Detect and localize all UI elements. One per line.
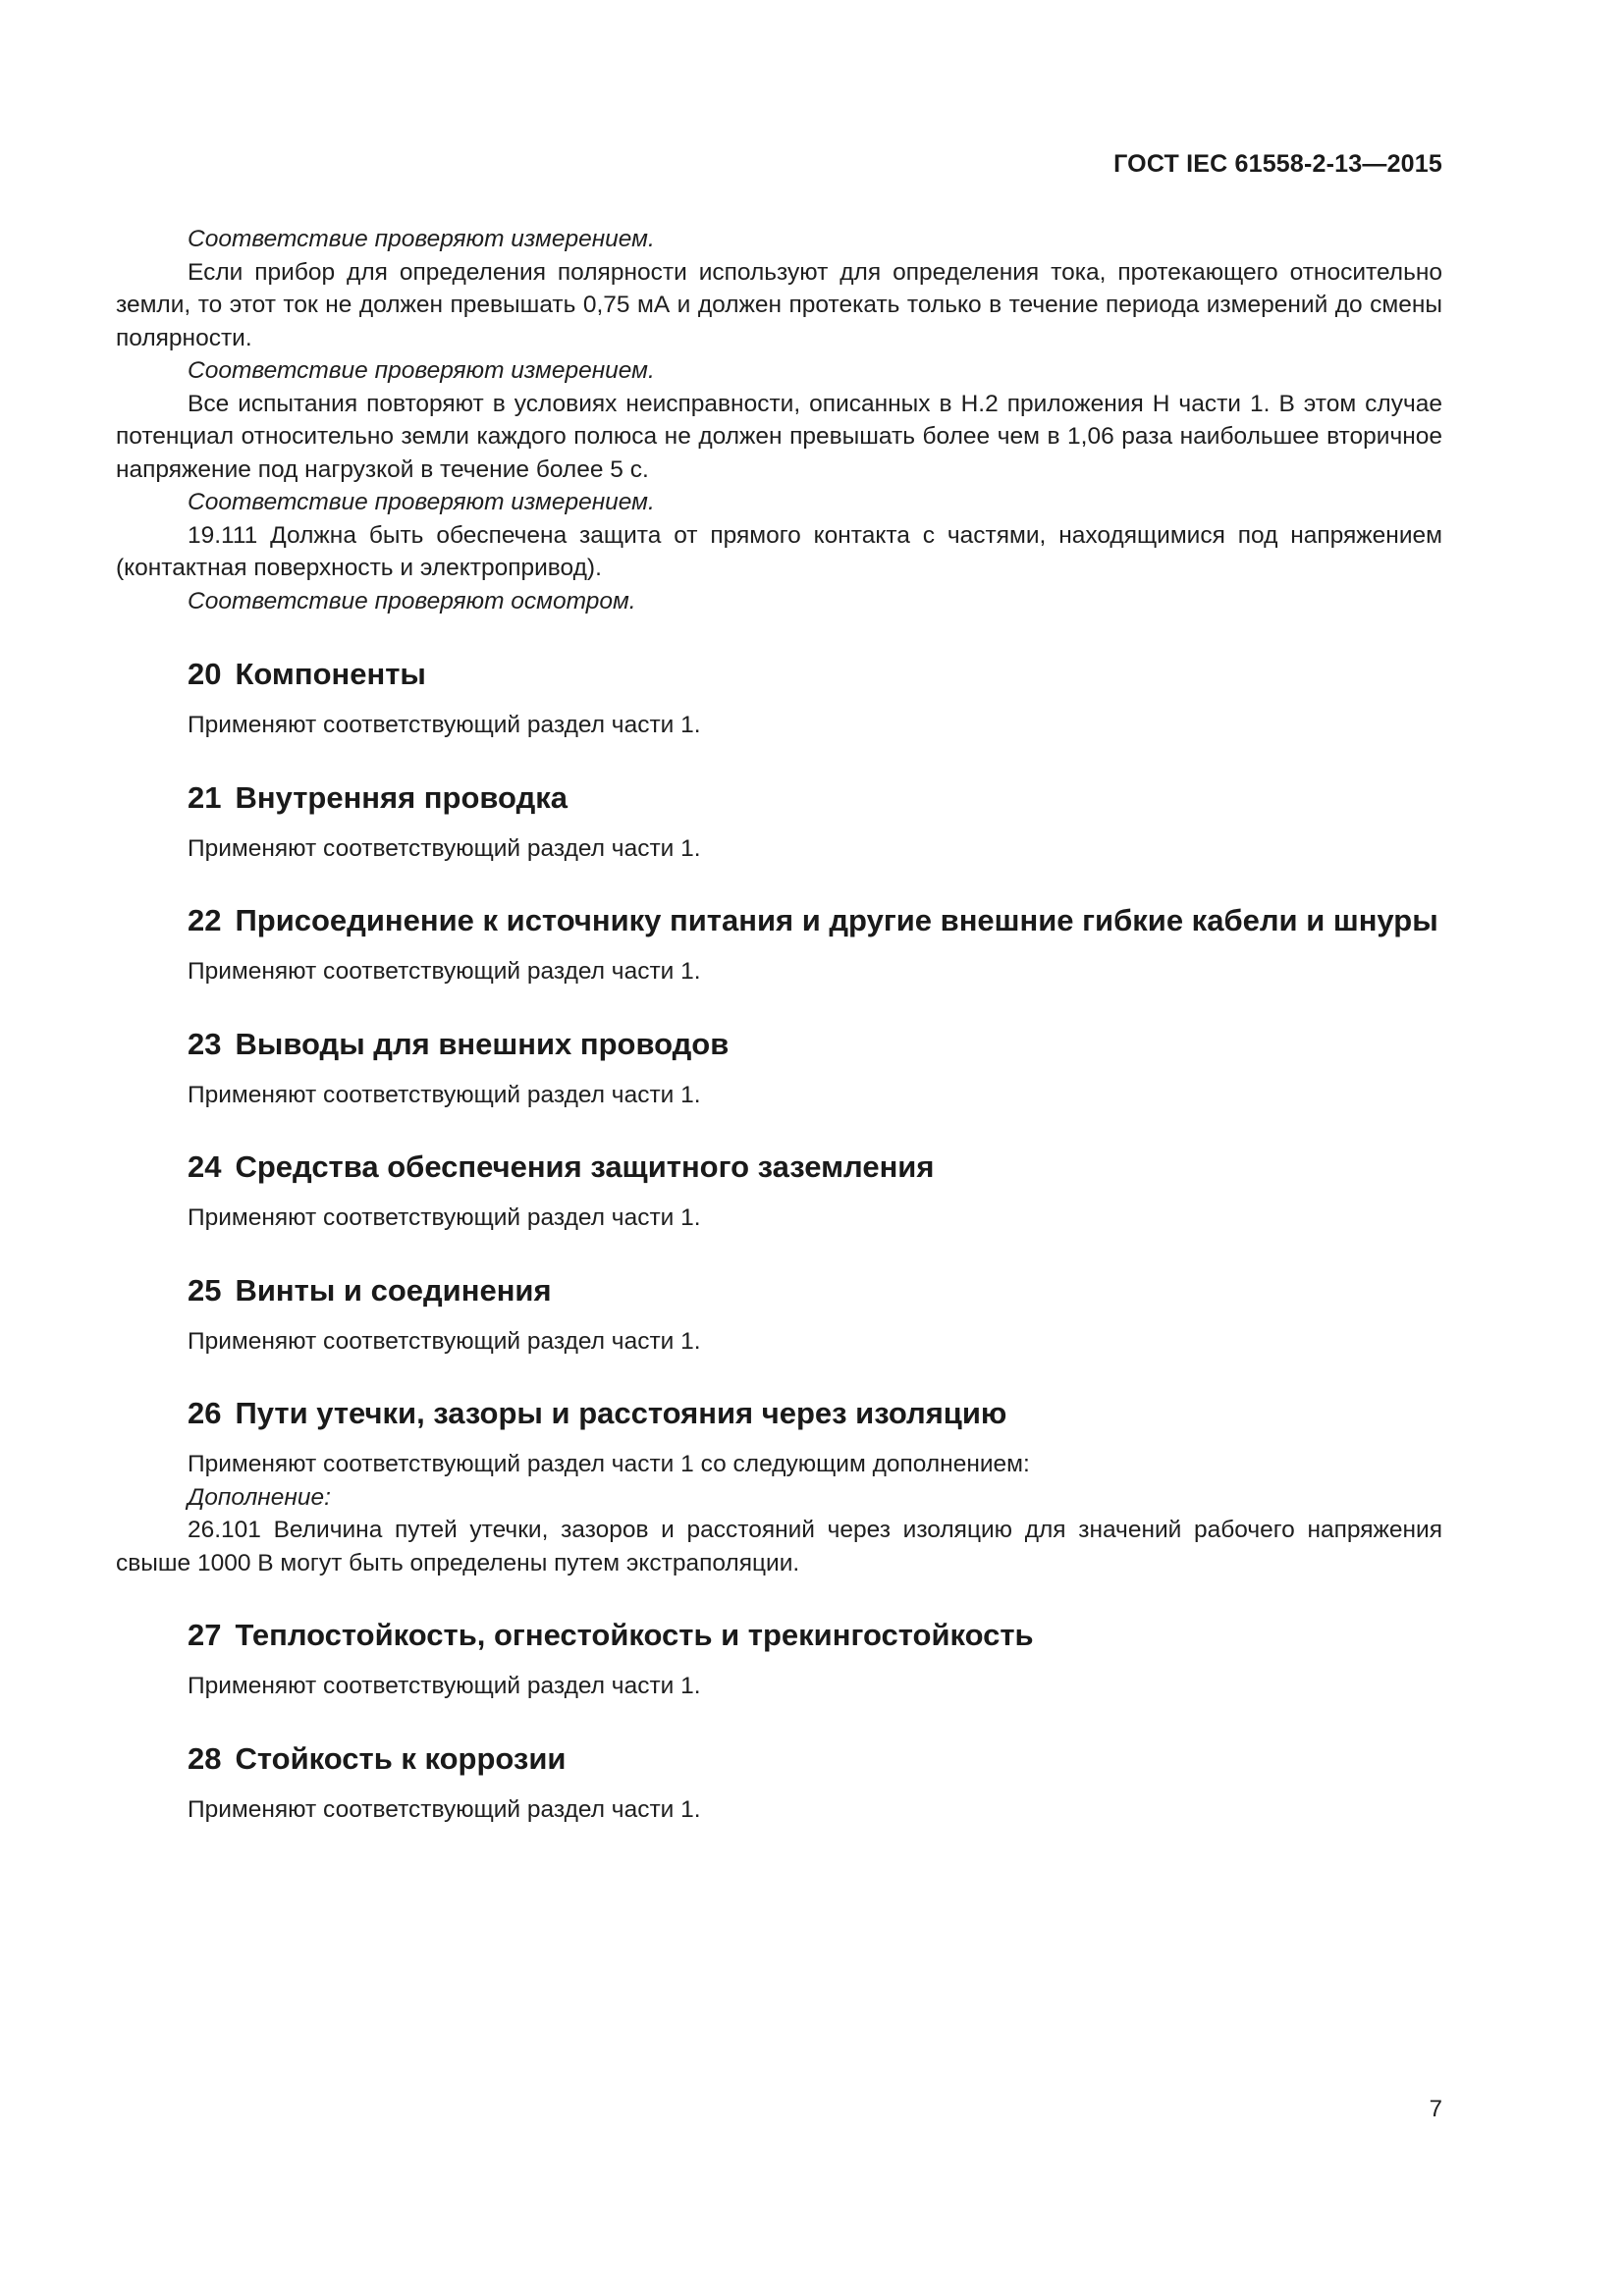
section-number: 21 (188, 779, 222, 815)
section-title: Стойкость к коррозии (235, 1740, 567, 1776)
section-heading-21 (116, 777, 1442, 818)
section-number: 20 (188, 657, 222, 691)
section-title: Пути утечки, зазоры и расстояния через изоляцию (235, 1396, 1007, 1430)
section-heading-26 (116, 1393, 1442, 1433)
section-text: Применяют соответствующий раздел части 1. (188, 958, 701, 985)
section-text: Применяют соответствующий раздел части 1. (188, 1673, 701, 1699)
section-number: 27 (188, 1618, 222, 1652)
document-code: ГОСТ IEC 61558-2-13—2015 (1113, 150, 1442, 178)
section-heading-27 (116, 1615, 1442, 1655)
section-text: Применяют соответствующий раздел части 1. (188, 1795, 701, 1823)
compliance-note: Соответствие проверяют осмотром. (188, 587, 636, 614)
section-title: Теплостойкость, огнестойкость и трекингостойкость (235, 1618, 1034, 1652)
section-number: 22 (188, 903, 222, 937)
section-text: Применяют соответствующий раздел части 1. (188, 1204, 701, 1231)
section-text: Применяют соответствующий раздел части 1 со следующим дополнением: (188, 1451, 1030, 1477)
clause-19-111: 19.111 Должна быть обеспечена защита от прямого контакта с частями, находящимися под напряжением (контактная поверхность и электропривод). (116, 521, 1442, 581)
body-paragraph: Все испытания повторяют в условиях неисправности, описанных в Н.2 приложения Н части 1. В этом случае потенциал относительно земли каждого полюса не должен превышать более чем в 1,06 раза наибольшее вторичное напряжение под нагрузкой в течение более 5 с. (116, 390, 1442, 483)
section-title: Присоединение к источнику питания и другие внешние гибкие кабели и шнуры (235, 903, 1438, 937)
section-number: 26 (188, 1396, 222, 1430)
compliance-note: Соответствие проверяют измерением. (188, 357, 655, 384)
section-title: Компоненты (235, 657, 426, 691)
clause-26-101: 26.101 Величина путей утечки, зазоров и расстояний через изоляцию для значений рабочего напряжения свыше 1000 В могут быть определены путем экстраполяции. (116, 1517, 1442, 1576)
section-title: Выводы для внешних проводов (235, 1026, 730, 1061)
section-number: 23 (188, 1026, 222, 1061)
body-paragraph: Если прибор для определения полярности используют для определения тока, протекающего относительно земли, то этот ток не должен превышать 0,75 мА и должен протекать только в течение периода измерений до смены полярности. (116, 258, 1442, 351)
section-text: Применяют соответствующий раздел части 1. (188, 1081, 701, 1108)
section-title: Средства обеспечения защитного заземления (235, 1149, 935, 1184)
section-text: Применяют соответствующий раздел части 1. (188, 834, 701, 862)
compliance-note: Соответствие проверяют измерением. (188, 489, 655, 515)
page-content (116, 223, 1442, 1826)
section-number: 24 (188, 1149, 222, 1184)
page-number: 7 (1429, 2096, 1442, 2122)
addition-label: Дополнение: (188, 1483, 331, 1511)
section-heading-24 (116, 1147, 1442, 1187)
section-heading-20 (116, 654, 1442, 694)
compliance-note: Соответствие проверяют измерением. (188, 226, 655, 252)
section-text: Применяют соответствующий раздел части 1. (188, 712, 701, 738)
section-number: 25 (188, 1272, 222, 1308)
section-text: Применяют соответствующий раздел части 1. (188, 1327, 701, 1355)
section-heading-23 (116, 1024, 1442, 1064)
section-number: 28 (188, 1740, 222, 1776)
section-heading-25 (116, 1270, 1442, 1310)
section-heading-22 (116, 900, 1454, 940)
section-heading-28 (116, 1738, 1442, 1779)
section-title: Внутренняя проводка (235, 779, 568, 815)
section-title: Винты и соединения (235, 1272, 552, 1308)
